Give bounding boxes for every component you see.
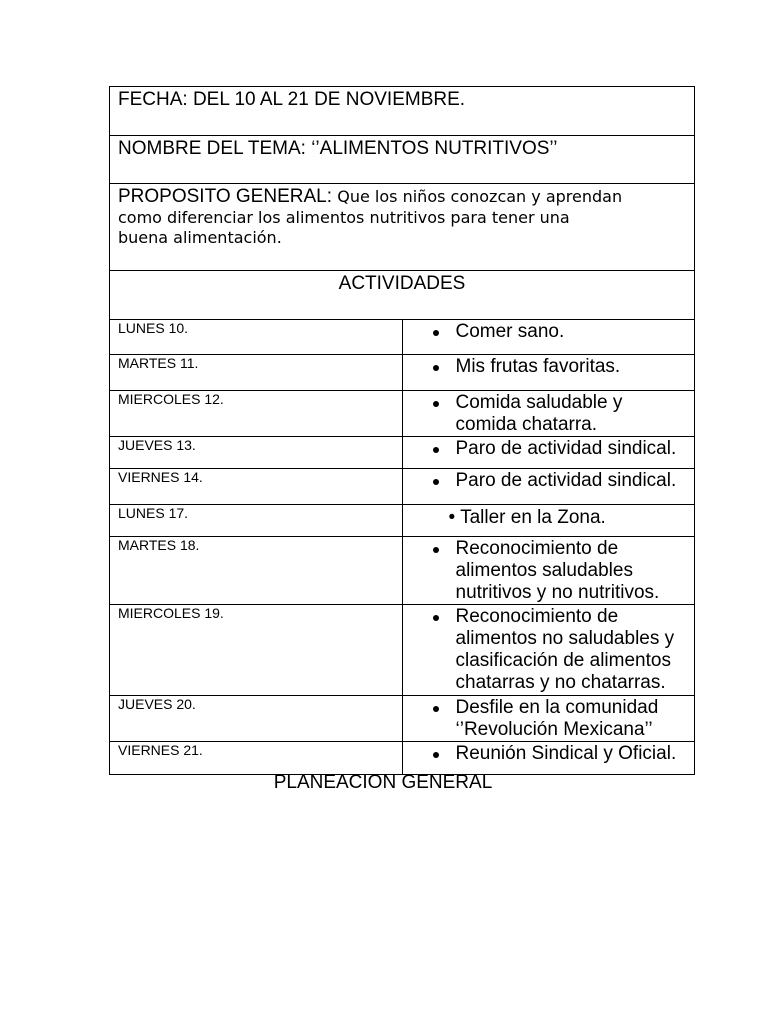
activity-item <box>403 696 695 741</box>
day-cell <box>110 696 403 742</box>
day-cell <box>110 605 403 696</box>
activity-line: Reunión Sindical y Oficial. <box>455 743 677 764</box>
activity-rows <box>110 320 695 775</box>
activity-row <box>110 437 695 469</box>
activity-item <box>403 469 695 492</box>
nombre-tema-text: NOMBRE DEL TEMA: ‘’ALIMENTOS NUTRITIVOS’’ <box>118 138 558 159</box>
activity-line: Reconocimiento de <box>455 606 619 627</box>
activity-text <box>456 743 677 765</box>
activity-text <box>456 606 675 694</box>
activity-text <box>456 438 677 460</box>
proposito-label: PROPOSITO GENERAL: <box>118 186 332 207</box>
activity-item <box>403 437 695 460</box>
activity-row <box>110 320 695 355</box>
day-label: VIERNES 14. <box>118 469 203 485</box>
day-label: MARTES 18. <box>118 537 200 553</box>
bullet-icon <box>433 479 439 485</box>
activity-cell <box>402 320 695 355</box>
activity-cell <box>402 437 695 469</box>
bullet-icon <box>433 547 439 553</box>
day-cell <box>110 320 403 355</box>
activity-line: Reconocimiento de <box>455 538 619 559</box>
activity-row <box>110 355 695 391</box>
activity-cell <box>402 605 695 696</box>
nombre-cell <box>110 136 695 184</box>
activity-cell <box>402 355 695 391</box>
planning-table <box>109 86 695 775</box>
activity-row <box>110 742 695 775</box>
day-cell <box>110 537 403 605</box>
activity-text: • Taller en la Zona. <box>448 507 606 528</box>
activity-item <box>403 605 695 694</box>
proposito-row <box>110 184 695 271</box>
activity-line: chatarras y no chatarras. <box>455 672 666 693</box>
activity-item <box>403 355 695 378</box>
activity-line: ‘’Revolución Mexicana’’ <box>455 719 653 740</box>
day-cell <box>110 742 403 775</box>
bullet-icon <box>433 365 439 371</box>
activity-item <box>403 742 695 765</box>
day-label: LUNES 10. <box>118 320 189 336</box>
actividades-cell <box>110 271 695 320</box>
proposito-text-line1: Que los niños conozcan y aprendan <box>337 187 623 206</box>
fecha-row <box>110 87 695 136</box>
activity-cell <box>402 505 695 537</box>
actividades-heading: ACTIVIDADES <box>338 273 466 294</box>
activity-item <box>403 537 695 604</box>
bullet-icon <box>433 615 439 621</box>
bullet-icon <box>433 752 439 758</box>
activity-row <box>110 537 695 605</box>
bullet-icon <box>433 401 439 407</box>
activity-text <box>456 356 621 378</box>
activity-row <box>110 469 695 505</box>
day-cell <box>110 505 403 537</box>
proposito-text-line3: buena alimentación. <box>118 228 282 247</box>
activity-line: Paro de actividad sindical. <box>455 438 677 459</box>
day-cell <box>110 437 403 469</box>
bullet-icon <box>433 447 439 453</box>
activity-text <box>456 321 565 343</box>
day-label: JUEVES 13. <box>118 437 196 453</box>
activity-item <box>403 320 695 343</box>
activity-item <box>403 391 695 436</box>
footer-title-text: PLANEACION GENERAL <box>273 772 493 793</box>
activity-cell <box>402 391 695 437</box>
day-label: MIERCOLES 12. <box>118 391 224 407</box>
activity-text <box>456 470 677 492</box>
activity-cell <box>402 537 695 605</box>
activity-line: comida chatarra. <box>455 414 598 435</box>
actividades-row <box>110 271 695 320</box>
activity-text <box>456 392 623 436</box>
nombre-row <box>110 136 695 184</box>
activity-line: Desfile en la comunidad <box>455 697 659 718</box>
fecha-text: FECHA: DEL 10 AL 21 DE NOVIEMBRE. <box>118 89 466 110</box>
activity-cell <box>402 696 695 742</box>
day-cell <box>110 391 403 437</box>
activity-line: clasificación de alimentos <box>455 650 671 671</box>
activity-row <box>110 505 695 537</box>
activity-text <box>456 697 659 741</box>
day-label: VIERNES 21. <box>118 742 203 758</box>
day-label: MARTES 11. <box>118 355 199 371</box>
activity-line: Comida saludable y <box>455 392 623 413</box>
activity-text <box>456 538 660 604</box>
activity-line: alimentos saludables <box>455 560 633 581</box>
activity-cell <box>402 469 695 505</box>
day-label: LUNES 17. <box>118 505 189 521</box>
fecha-cell <box>110 87 695 136</box>
activity-line: Paro de actividad sindical. <box>455 470 677 491</box>
day-cell <box>110 355 403 391</box>
activity-line: Comer sano. <box>455 321 565 342</box>
day-label: MIERCOLES 19. <box>118 605 224 621</box>
activity-line: Mis frutas favoritas. <box>455 356 621 377</box>
activity-row <box>110 391 695 437</box>
activity-line: nutritivos y no nutritivos. <box>455 582 660 603</box>
activity-line: alimentos no saludables y <box>455 628 675 649</box>
activity-row <box>110 696 695 742</box>
day-cell <box>110 469 403 505</box>
proposito-cell <box>110 184 695 271</box>
bullet-icon <box>433 706 439 712</box>
proposito-text-line2: como diferenciar los alimentos nutritivos para tener una <box>118 208 570 227</box>
bullet-icon <box>433 330 439 336</box>
activity-cell <box>402 742 695 775</box>
activity-row <box>110 605 695 696</box>
day-label: JUEVES 20. <box>118 696 196 712</box>
planeacion-general-title <box>0 772 768 794</box>
